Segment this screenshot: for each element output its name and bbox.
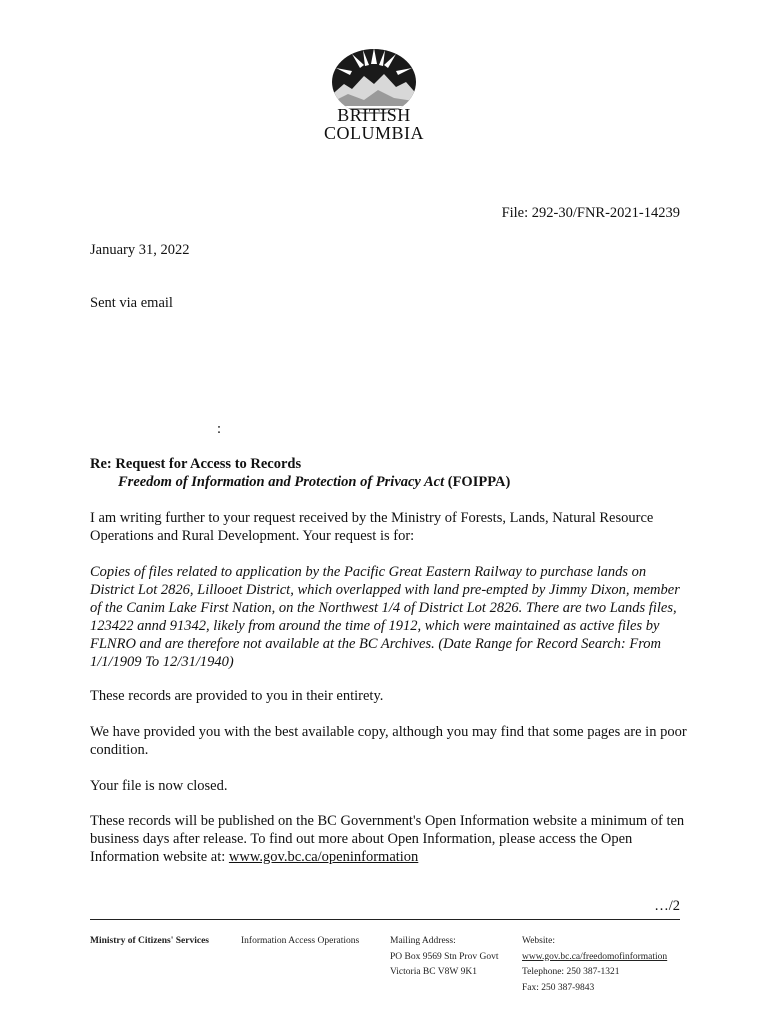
- footer-ministry-name: Ministry of Citizens' Services: [90, 936, 209, 946]
- delivery-method: Sent via email: [90, 295, 173, 311]
- open-information-text: These records will be published on the BC Government's Open Information website a minimum of ten business days after release. To find out more about Open Information, please access the Open Information website at:: [90, 813, 685, 865]
- footer-contact: [522, 934, 667, 996]
- footer-website-link[interactable]: www.gov.bc.ca/freedomofinformation: [522, 951, 668, 962]
- footer-mailing-line1: PO Box 9569 Stn Prov Govt: [390, 951, 499, 962]
- paragraph-file-closed: Your file is now closed.: [90, 778, 228, 794]
- act-name: Freedom of Information and Protection of Privacy Act: [118, 474, 445, 490]
- footer-website-label: Website:: [522, 936, 556, 946]
- logo-wordmark-british: BRITISH: [337, 105, 411, 125]
- footer-telephone: Telephone: 250 387-1321: [522, 967, 620, 977]
- page-continued-marker: …/2: [654, 898, 680, 914]
- subject-line: Re: Request for Access to Records: [90, 456, 302, 472]
- subject-block: [90, 455, 690, 491]
- open-information-link[interactable]: www.gov.bc.ca/openinformation: [228, 849, 419, 865]
- paragraph-best-copy: We have provided you with the best available copy, although you may find that some pages are in poor condition.: [90, 724, 687, 758]
- footer-mailing-address: [390, 934, 498, 981]
- footer-branch-name: Information Access Operations: [241, 936, 360, 946]
- paragraph-intro: I am writing further to your request received by the Ministry of Forests, Lands, Natural Resource Operations and Rural Development. Your request is for:: [90, 510, 654, 544]
- footer-branch: [241, 934, 359, 950]
- footer-ministry: [90, 934, 209, 950]
- logo-wordmark-columbia: COLUMBIA: [323, 123, 424, 143]
- salutation-colon: :: [217, 421, 222, 437]
- paragraph-records-provided: These records are provided to you in their entirety.: [90, 688, 384, 704]
- file-reference: File: 292-30/FNR-2021-14239: [501, 205, 680, 221]
- footer-mailing-label: Mailing Address:: [390, 936, 456, 946]
- subject-act-line: [90, 473, 690, 491]
- letter-date: January 31, 2022: [90, 242, 190, 258]
- footer-fax: Fax: 250 387-9843: [522, 982, 595, 993]
- sun-mountains-logo-icon: [312, 44, 436, 114]
- act-abbreviation: (FOIPPA): [447, 474, 511, 490]
- bc-government-logo: [312, 44, 436, 148]
- paragraph-request-details: Copies of files related to application by the Pacific Great Eastern Railway to purchase lands on District Lot 2826, Lillooet District, which overlapped with land pre-empted by Jimmy Dixon, member of the Canim Lake First Nation, on the Northwest 1/4 of District Lot 2826. There are two Lands files, 123422 annd 91342, likely from around the time of 1912, which were maintained as active files by FLNRO and are therefore not available at the BC Archives. (Date Range for Record Search: From 1/1/1909 To 12/31/1940): [90, 564, 680, 670]
- footer-divider: [90, 919, 680, 920]
- paragraph-open-information: [90, 812, 690, 866]
- footer-mailing-line2: Victoria BC V8W 9K1: [390, 967, 477, 977]
